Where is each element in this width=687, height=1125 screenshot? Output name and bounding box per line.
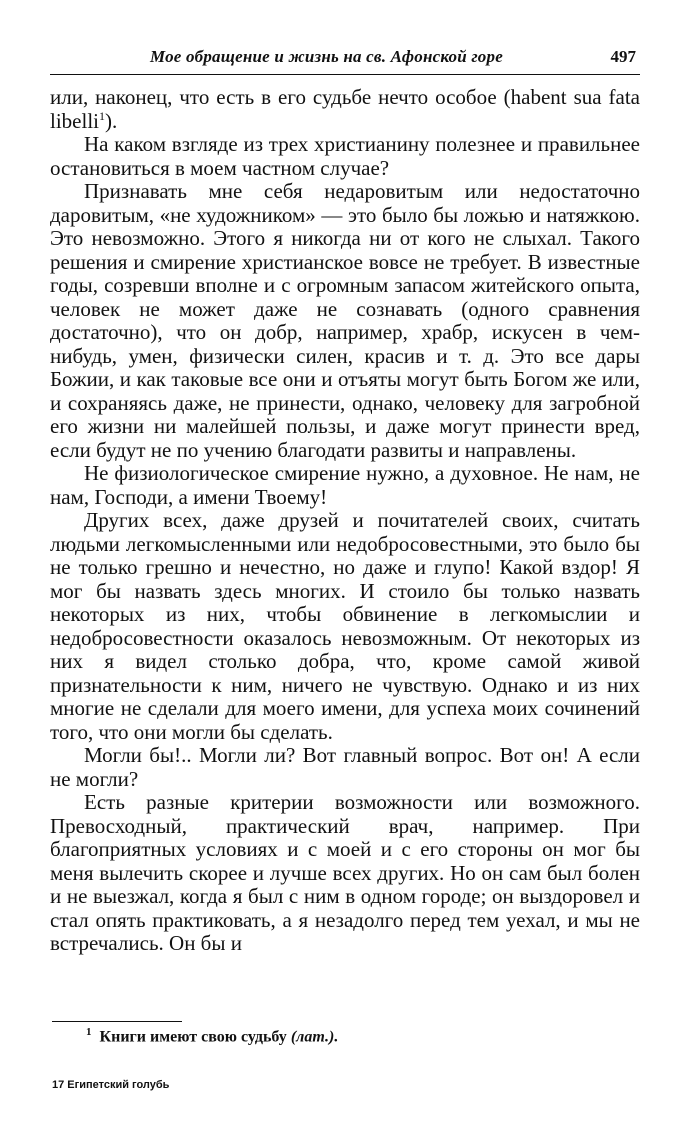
paragraph: Признавать мне себя недаровитым или недостаточно даровитым, «не художником» — это было бы ложью и натяжкою. Это невозможно. Этого я никогда ни от кого не слыхал. Такого решения и смирение христианское вовсе не требует. В известные годы, созревши вполне и с огромным запасом житейского опыта, человек не может даже не сознавать (одного сравнения достаточно), что он добр, например, храбр, искусен в чем-нибудь, умен, физически силен, красив и т. д. Это все дары Божии, и как таковые все они и отъяты могут быть Богом же или, и сохраняясь даже, не принести, однако, человеку для загробной его жизни ни малейшей пользы, и даже могут принести вред, если будут не по учению благодати развиты и направлены.	[50, 179, 640, 462]
paragraph: Не физиологическое смирение нужно, а духовное. Не нам, не нам, Господи, а имени Твоему!	[50, 461, 640, 509]
footnote-text: Книги имеют свою судьбу	[99, 1028, 287, 1046]
paragraph: На каком взгляде из трех христианину полезнее и правильнее остановиться в моем частном случае?	[50, 132, 640, 180]
page-number: 497	[610, 47, 636, 66]
paragraph: Других всех, даже друзей и почитателей своих, считать людьми легкомысленными или недобросовестными, это было бы не только грешно и нечестно, но даже и глупо! Какой вздор! Я мог бы назвать здесь многих. И стоило бы только назвать некоторых из них, чтобы обвинение в легкомыслии и недобросовестности оказалось невозможным. От некоторых из них я видел столько добра, что, кроме самой живой признательности к ним, ничего не чувствую. Однако и из них многие не сделали для моего имени, для успеха моих сочинений того, что они могли бы сделать.	[50, 508, 640, 744]
page-header	[50, 44, 640, 75]
footnote-mark: 1	[86, 1026, 92, 1038]
paragraph	[50, 86, 640, 133]
paragraph-text: ).	[105, 108, 118, 133]
footnote-language: (лат.).	[290, 1028, 339, 1046]
paragraph: Есть разные критерии возможности или возможного. Превосходный, практический врач, например. При благоприятных условиях и с моей и с его стороны он мог бы меня вылечить скорее и лучше всех других. Но он сам был болен и не выезжал, когда я был с ним в одном городе; он выздоровел и стал опять практиковать, а я незадолго перед тем уехал, и мы не встречались. Он бы и	[50, 790, 640, 955]
footnote-divider	[52, 1021, 182, 1022]
footnote-reference: 1	[99, 108, 105, 123]
running-title: Мое обращение и жизнь на св. Афонской горе	[150, 47, 503, 66]
footnote	[86, 1026, 338, 1046]
paragraph: Могли бы!.. Могли ли? Вот главный вопрос. Вот он! А если не могли?	[50, 743, 640, 791]
body-text	[50, 86, 640, 956]
paragraph-text: или, наконец, что есть в его судьбе нечто особое (habent sua fata libelli	[50, 85, 640, 133]
printer-signature: 17 Египетский голубь	[52, 1079, 170, 1091]
